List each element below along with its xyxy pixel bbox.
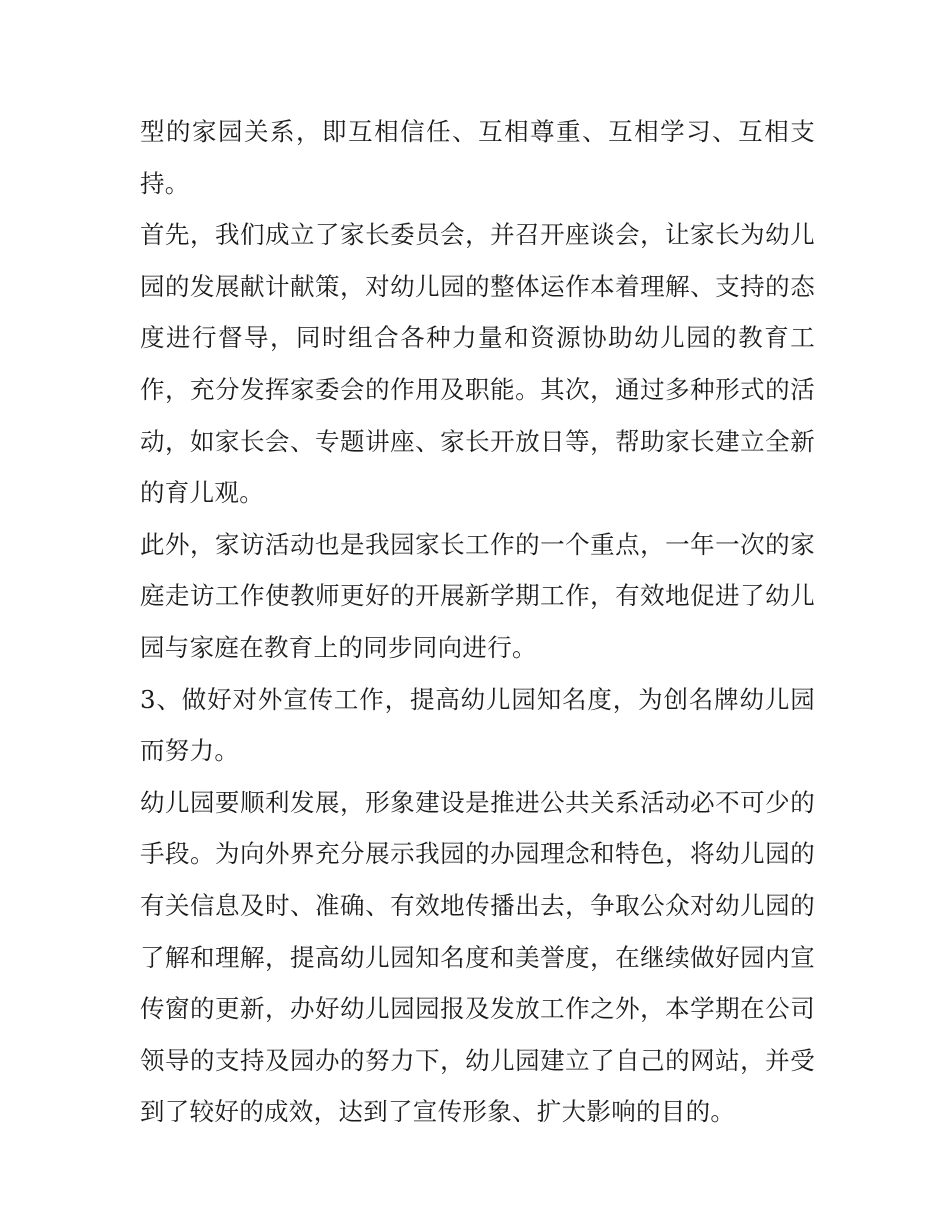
- paragraph-family-relations-ending: 型的家园关系，即互相信任、互相尊重、互相学习、互相支持。: [140, 117, 815, 198]
- paragraph-parent-committee: 首先，我们成立了家长委员会，并召开座谈会，让家长为幼儿园的发展献计献策，对幼儿园的整体运作本着理解、支持的态度进行督导，同时组合各种力量和资源协助幼儿园的教育工作，充分发挥家委会的作用及职能。其次，通过多种形式的活动，如家长会、专题讲座、家长开放日等，帮助家长建立全新的育儿观。: [140, 220, 815, 508]
- document-body: [140, 106, 815, 1138]
- section-heading-publicity: 3、做好对外宣传工作，提高幼儿园知名度，为创名牌幼儿园而努力。: [140, 684, 815, 766]
- paragraph-home-visits: 此外，家访活动也是我园家长工作的一个重点，一年一次的家庭走访工作使教师更好的开展新学期工作，有效地促进了幼儿园与家庭在教育上的同步同向进行。: [140, 529, 815, 662]
- paragraph-image-building: 幼儿园要顺利发展，形象建设是推进公共关系活动必不可少的手段。为向外界充分展示我园的办园理念和特色，将幼儿园的有关信息及时、准确、有效地传播出去，争取公众对幼儿园的了解和理解，提高幼儿园知名度和美誉度，在继续做好园内宣传窗的更新，办好幼儿园园报及发放工作之外，本学期在公司领导的支持及园办的努力下，幼儿园建立了自己的网站，并受到了较好的成效，达到了宣传形象、扩大影响的目的。: [140, 787, 815, 1127]
